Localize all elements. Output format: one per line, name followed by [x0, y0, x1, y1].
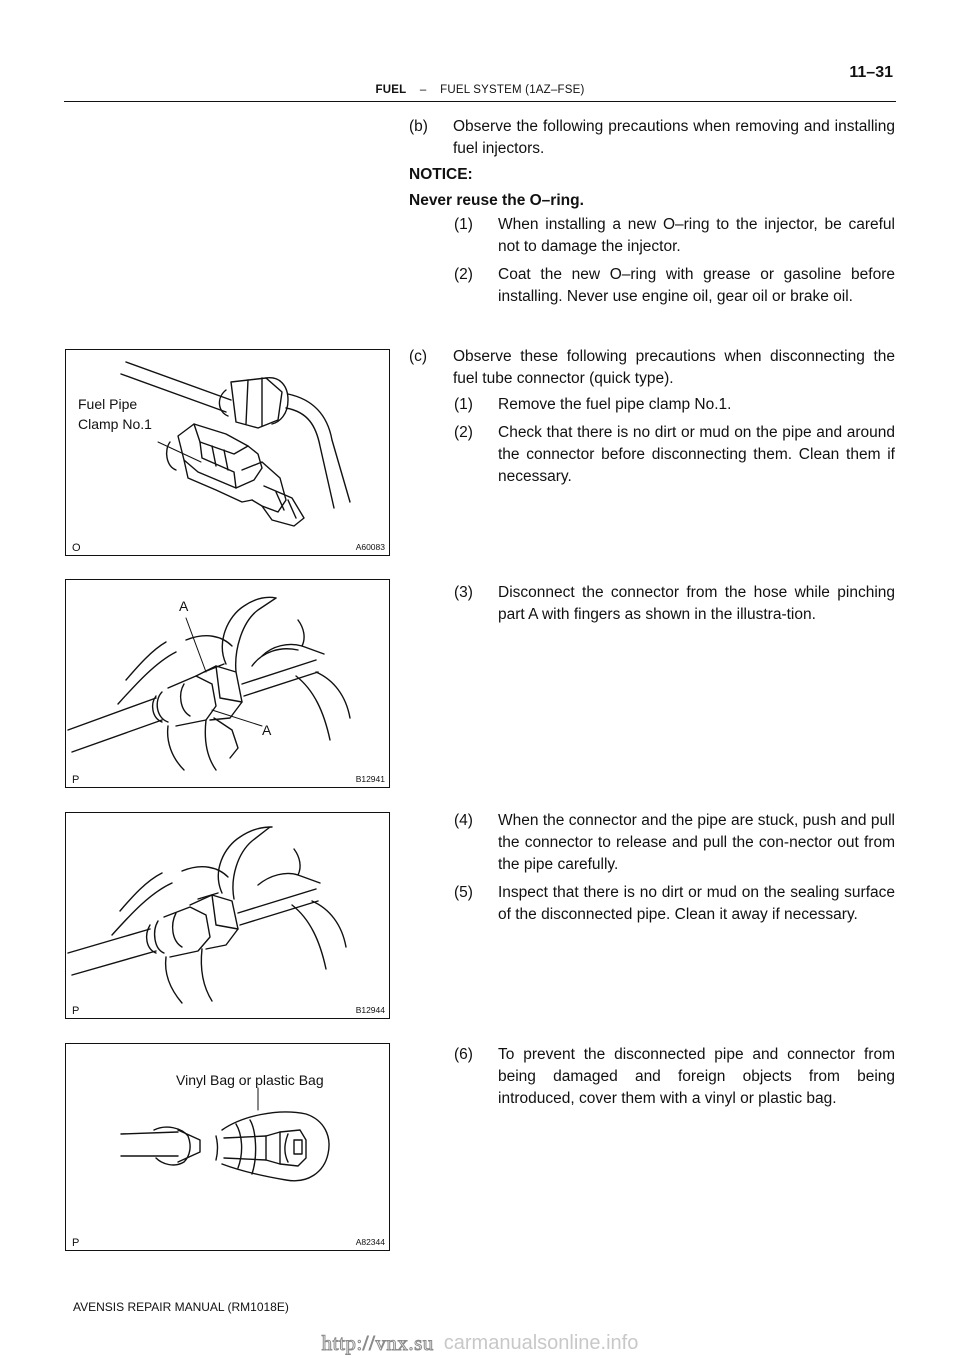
label-part-a-bottom: A — [262, 722, 272, 738]
watermark — [0, 1331, 960, 1356]
step-c-4-text: When the connector and the pipe are stuck, push and pull the connector to release and pull the con-nector out from the pipe carefully. — [498, 812, 895, 873]
step-c-3 — [409, 582, 895, 626]
watermark-site: carmanualsonline.info — [443, 1332, 639, 1354]
figure-code: A82344 — [355, 1237, 385, 1247]
step-b-2 — [409, 264, 895, 308]
figure-code: B12941 — [355, 774, 385, 784]
figure-fuel-pipe-clamp — [65, 349, 390, 556]
figure-label-clamp-no1: Clamp No.1 — [78, 416, 152, 432]
notice-title: NOTICE: — [409, 166, 473, 183]
label-vinyl-bag: Vinyl Bag or plastic Bag — [176, 1072, 324, 1088]
step-c-3-block — [409, 582, 895, 626]
step-b-1 — [409, 214, 895, 258]
step-c-6-text: To prevent the disconnected pipe and connector from being damaged and foreign objects from being introduced, cover them with a vinyl or plastic bag. — [498, 1046, 895, 1107]
step-c-6-block — [409, 1044, 895, 1110]
figure-mark: O — [72, 542, 81, 554]
fuel-pipe-clamp-illustration — [66, 350, 389, 555]
step-c-text: Observe these following precautions when disconnecting the fuel tube connector (quick type). — [453, 348, 895, 387]
figure-code: A60083 — [355, 542, 385, 552]
figure-code: B12944 — [355, 1005, 385, 1015]
figure-mark: P — [72, 774, 80, 786]
step-c-4 — [409, 810, 895, 876]
step-b-2-text: Coat the new O–ring with grease or gasoline before installing. Never use engine oil, gear oil or brake oil. — [498, 266, 895, 305]
header-dash: – — [419, 84, 427, 96]
footer-manual: AVENSIS REPAIR MANUAL (RM1018E) — [73, 1300, 289, 1314]
figure-mark: P — [72, 1237, 80, 1249]
step-b-1-text: When installing a new O–ring to the injector, be careful not to damage the injector. — [498, 216, 895, 255]
pinch-connector-illustration — [66, 580, 389, 787]
step-c — [409, 346, 895, 488]
notice-text: Never reuse the O–ring. — [409, 192, 584, 209]
step-c-2-text: Check that there is no dirt or mud on the pipe and around the connector before disconnecting them. Clean them if necessary. — [498, 424, 895, 485]
step-c-6-label: (6) — [454, 1046, 473, 1063]
step-c-2-label: (2) — [454, 424, 473, 441]
step-b-2-label: (2) — [454, 266, 473, 283]
step-c-4-block — [409, 810, 895, 926]
figure-pinch-part-a — [65, 579, 390, 788]
step-c-1-label: (1) — [454, 396, 473, 413]
step-c-5-label: (5) — [454, 884, 473, 901]
step-c-2 — [409, 422, 895, 488]
step-c-4-label: (4) — [454, 812, 473, 829]
step-c-1 — [409, 394, 895, 416]
figure-mark: P — [72, 1005, 80, 1017]
step-c-1-text: Remove the fuel pipe clamp No.1. — [498, 396, 732, 413]
step-b-label: (b) — [409, 118, 428, 135]
header-section: FUEL — [375, 84, 407, 96]
push-pull-connector-illustration — [66, 813, 389, 1018]
step-c-5 — [409, 882, 895, 926]
step-b-text: Observe the following precautions when removing and installing fuel injectors. — [453, 118, 895, 157]
watermark-link[interactable]: http://vnx.su — [321, 1331, 434, 1355]
header-rule — [64, 101, 896, 102]
step-c-6 — [409, 1044, 895, 1110]
step-b-1-label: (1) — [454, 216, 473, 233]
step-c-3-text: Disconnect the connector from the hose while pinching part A with fingers as shown in the illustra-tion. — [498, 584, 895, 623]
figure-label-fuel-pipe: Fuel Pipe — [78, 396, 138, 412]
step-c-5-text: Inspect that there is no dirt or mud on the sealing surface of the disconnected pipe. Clean it away if necessary. — [498, 884, 895, 923]
step-c-3-label: (3) — [454, 584, 473, 601]
figure-push-pull — [65, 812, 390, 1019]
figure-vinyl-bag — [65, 1043, 390, 1251]
running-header — [0, 84, 960, 96]
page-number: 11–31 — [849, 64, 893, 81]
step-b — [409, 116, 895, 308]
header-subsection: FUEL SYSTEM (1AZ–FSE) — [440, 84, 585, 96]
label-part-a-top: A — [179, 598, 189, 614]
step-c-label: (c) — [409, 348, 428, 365]
